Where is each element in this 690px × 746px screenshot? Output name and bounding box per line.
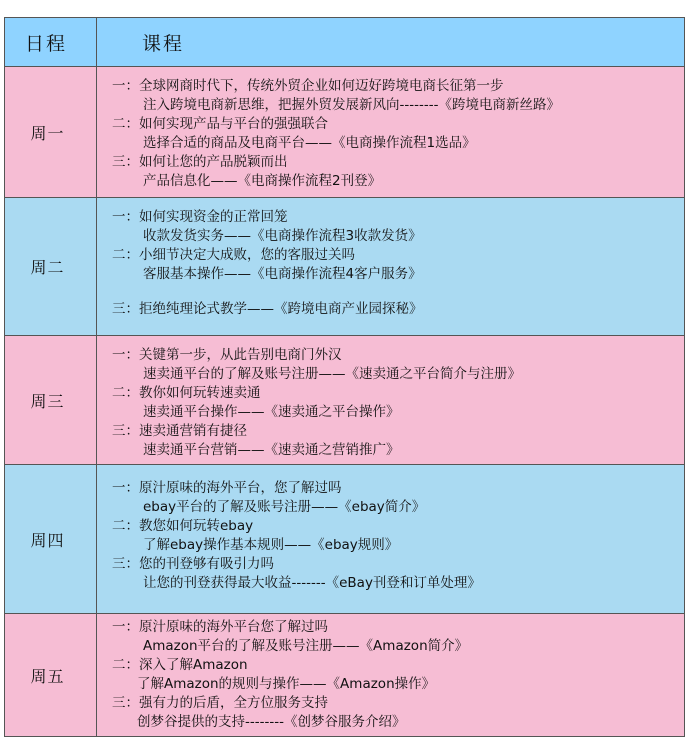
topic-title: 二：如何实现产品与平台的强强联合: [112, 116, 328, 132]
day-label: 周四: [5, 465, 97, 614]
topic-title: 一：原汁原味的海外平台您了解过吗: [112, 619, 328, 635]
topic-title: 一：原汁原味的海外平台，您了解过吗: [112, 480, 342, 496]
day-label: 周二: [5, 198, 97, 336]
schedule-row-tue: [5, 198, 685, 336]
schedule-table: [4, 17, 685, 737]
topic-sub: 了解Amazon的规则与操作——《Amazon操作》: [137, 676, 436, 692]
topic-sub: 注入跨境电商新思维，把握外贸发展新风向--------《跨境电商新丝路》: [143, 97, 560, 113]
topic-title: 二：教您如何玩转ebay: [112, 518, 254, 534]
topic-title: 二：教你如何玩转速卖通: [112, 385, 261, 401]
day-label: 周三: [5, 336, 97, 465]
course-cell: [97, 336, 685, 465]
topic-sub: 速卖通平台营销——《速卖通之营销推广》: [143, 442, 400, 458]
topic-sub: 创梦谷提供的支持--------《创梦谷服务介绍》: [137, 714, 406, 730]
topic-title: 三：速卖通营销有捷径: [112, 423, 247, 439]
topic-sub: 速卖通平台操作——《速卖通之平台操作》: [143, 404, 400, 420]
schedule-row-thu: [5, 465, 685, 614]
topic-title: 二：深入了解Amazon: [112, 657, 248, 673]
topic-sub: 选择合适的商品及电商平台——《电商操作流程1选品》: [143, 135, 476, 151]
topic-title: 一：关键第一步，从此告别电商门外汉: [112, 347, 342, 363]
schedule-row-fri: [5, 614, 685, 737]
topic-sub: 产品信息化——《电商操作流程2刊登》: [143, 173, 382, 189]
course-cell: [97, 614, 685, 737]
topic-title: 二：小细节决定大成败，您的客服过关吗: [112, 247, 355, 263]
topic-title: 三：您的刊登够有吸引力吗: [112, 556, 274, 572]
topic-title: 一：全球网商时代下，传统外贸企业如何迈好跨境电商长征第一步: [112, 78, 504, 94]
spacer: [97, 284, 684, 300]
header-day: 日程: [5, 18, 97, 67]
topic-sub: 让您的刊登获得最大收益-------《eBay刊登和订单处理》: [143, 575, 481, 591]
schedule-row-mon: [5, 67, 685, 198]
header-row: [5, 18, 685, 67]
topic-sub: 收款发货实务——《电商操作流程3收款发货》: [143, 228, 422, 244]
topic-sub: Amazon平台的了解及账号注册——《Amazon简介》: [143, 638, 469, 654]
day-label: 周一: [5, 67, 97, 198]
topic-sub: ebay平台的了解及账号注册——《ebay简介》: [143, 499, 426, 515]
course-cell: [97, 67, 685, 198]
topic-sub: 了解ebay操作基本规则——《ebay规则》: [143, 537, 399, 553]
topic-title: 一：如何实现资金的正常回笼: [112, 209, 288, 225]
topic-title: 三：如何让您的产品脱颖而出: [112, 154, 288, 170]
course-cell: [97, 465, 685, 614]
topic-sub: 速卖通平台的了解及账号注册——《速卖通之平台简介与注册》: [143, 366, 521, 382]
topic-title: 三：拒绝纯理论式教学——《跨境电商产业园探秘》: [112, 301, 423, 317]
day-label: 周五: [5, 614, 97, 737]
schedule-row-wed: [5, 336, 685, 465]
header-course: 课程: [97, 18, 685, 67]
course-cell: [97, 198, 685, 336]
topic-title: 三：强有力的后盾，全方位服务支持: [112, 695, 328, 711]
topic-sub: 客服基本操作——《电商操作流程4客户服务》: [143, 266, 422, 282]
